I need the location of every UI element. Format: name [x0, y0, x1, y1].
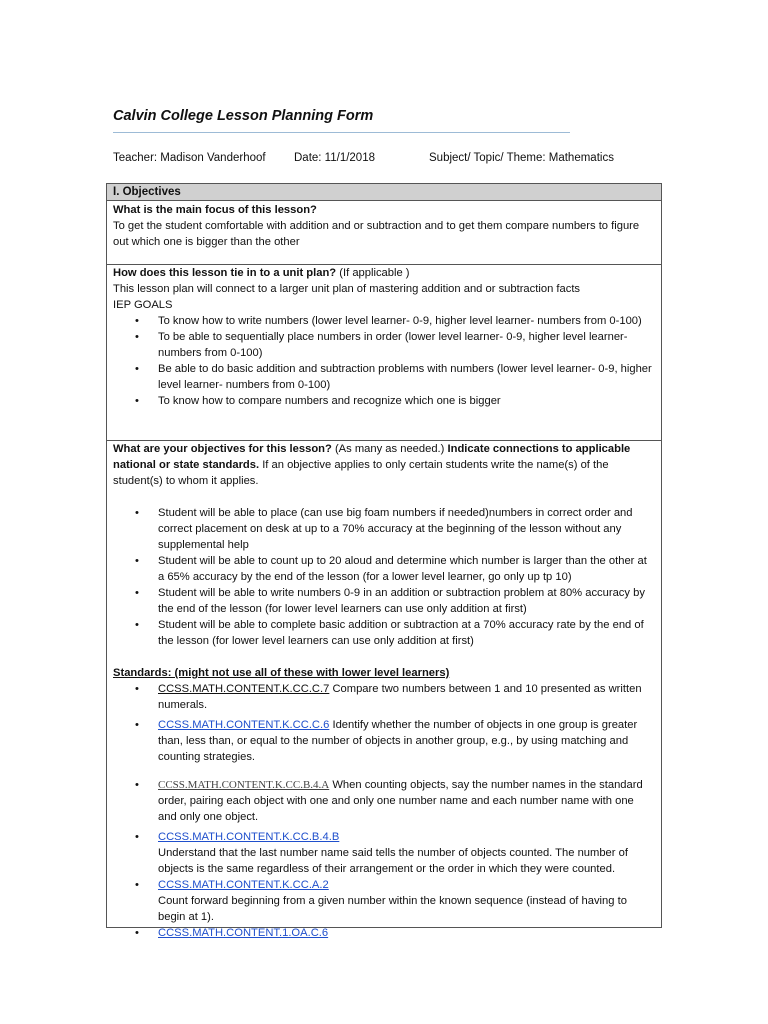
list-item: • Student will be able to complete basic addition or subtraction at a 70% accuracy rate by the end of the lesson (for lower level learners can use only addition at first) [113, 617, 655, 649]
focus-question: What is the main focus of this lesson? [113, 204, 317, 216]
objectives-list [113, 505, 655, 649]
standard-text: Understand that the last number name said tells the number of objects counted. The number of objects is the same regardless of their arrangement or the order in which they were counted. [158, 847, 628, 875]
unit-plan-question-line [113, 265, 655, 281]
list-item: • Student will be able to count up to 20 aloud and determine which number is larger than the other at a 65% accuracy by the end of the lesson (for a lower level learner, go only up tp 10) [113, 553, 655, 585]
standards-list [113, 681, 655, 941]
objectives-focus-box [106, 183, 662, 265]
unit-plan-answer: This lesson plan will connect to a larger unit plan of mastering addition and or subtraction facts [113, 283, 581, 295]
standard-link[interactable]: CCSS.MATH.CONTENT.K.CC.A.2 [158, 879, 329, 891]
list-item [113, 717, 655, 765]
standard-link[interactable]: CCSS.MATH.CONTENT.K.CC.C.6 [158, 719, 330, 731]
list-item [113, 877, 655, 925]
list-item: • To know how to write numbers (lower level learner- 0-9, higher level learner- numbers from 0-100) [113, 313, 655, 329]
standard-text: Identify whether the number of objects in one group is greater than, less than, or equal to the number of objects in another group, e.g., by using matching and counting strategies. [158, 719, 638, 763]
objectives-question [113, 441, 655, 489]
standard-link[interactable]: CCSS.MATH.CONTENT.K.CC.B.4.A [158, 779, 330, 791]
list-item: • Student will be able to place (can use big foam numbers if needed)numbers in correct order and correct placement on desk at up to a 70% accuracy at the beginning of the lesson without any supplemental help [113, 505, 655, 553]
teacher-field: Teacher: Madison Vanderhoof [113, 152, 266, 164]
list-item [113, 681, 655, 713]
unit-plan-question-note: (If applicable ) [336, 267, 410, 279]
objectives-heading: I. Objectives [107, 184, 661, 201]
standard-link[interactable]: CCSS.MATH.CONTENT.K.CC.C.7 [158, 683, 330, 695]
objectives-question-note: (As many as needed.) [331, 443, 448, 455]
standards-heading: Standards: (might not use all of these with lower level learners) [113, 667, 450, 679]
unit-plan-question: How does this lesson tie in to a unit plan? [113, 267, 337, 279]
focus-answer: To get the student comfortable with addition and or subtraction and to get them compare numbers to figure out which one is bigger than the other [113, 220, 640, 248]
subject-field: Subject/ Topic/ Theme: Mathematics [429, 152, 614, 164]
standard-text: Compare two numbers between 1 and 10 presented as written numerals. [158, 683, 642, 711]
page-title: Calvin College Lesson Planning Form [113, 108, 374, 124]
objectives-question-main: What are your objectives for this lesson? [113, 443, 332, 455]
list-item [113, 829, 655, 877]
unit-plan-box [106, 264, 662, 441]
list-item [113, 925, 655, 941]
list-item: • To be able to sequentially place numbers in order (lower level learner- 0-9, higher level learner- numbers from 0-100) [113, 329, 655, 361]
lesson-objectives-box [106, 440, 662, 939]
standard-text: Count forward beginning from a given number within the known sequence (instead of having to begin at 1). [158, 895, 627, 923]
list-item [113, 777, 655, 825]
list-item: • Be able to do basic addition and subtraction problems with numbers (lower level learner- 0-9, higher level learner- numbers from 0-100) [113, 361, 655, 393]
list-item: • To know how to compare numbers and recognize which one is bigger [113, 393, 655, 409]
objectives-question-students: If an objective applies to only certain students write the name(s) of the student(s) to whom it applies. [113, 459, 609, 487]
standard-link[interactable]: CCSS.MATH.CONTENT.K.CC.B.4.B [158, 831, 340, 843]
date-field: Date: 11/1/2018 [294, 152, 375, 164]
list-item: • Student will be able to write numbers 0-9 in an addition or subtraction problem at 80% accuracy by the end of the lesson (for lower level learners can use only addition at first) [113, 585, 655, 617]
title-underline [113, 132, 570, 133]
iep-goals-list [113, 313, 655, 409]
standard-link[interactable]: CCSS.MATH.CONTENT.1.OA.C.6 [158, 927, 329, 939]
standard-text: When counting objects, say the number names in the standard order, pairing each object with one and only one number name and each number name with one and only one object. [158, 779, 643, 823]
objectives-question-standards: Indicate connections to applicable national or state standards. [113, 443, 631, 471]
iep-goals-label: IEP GOALS [113, 299, 173, 311]
